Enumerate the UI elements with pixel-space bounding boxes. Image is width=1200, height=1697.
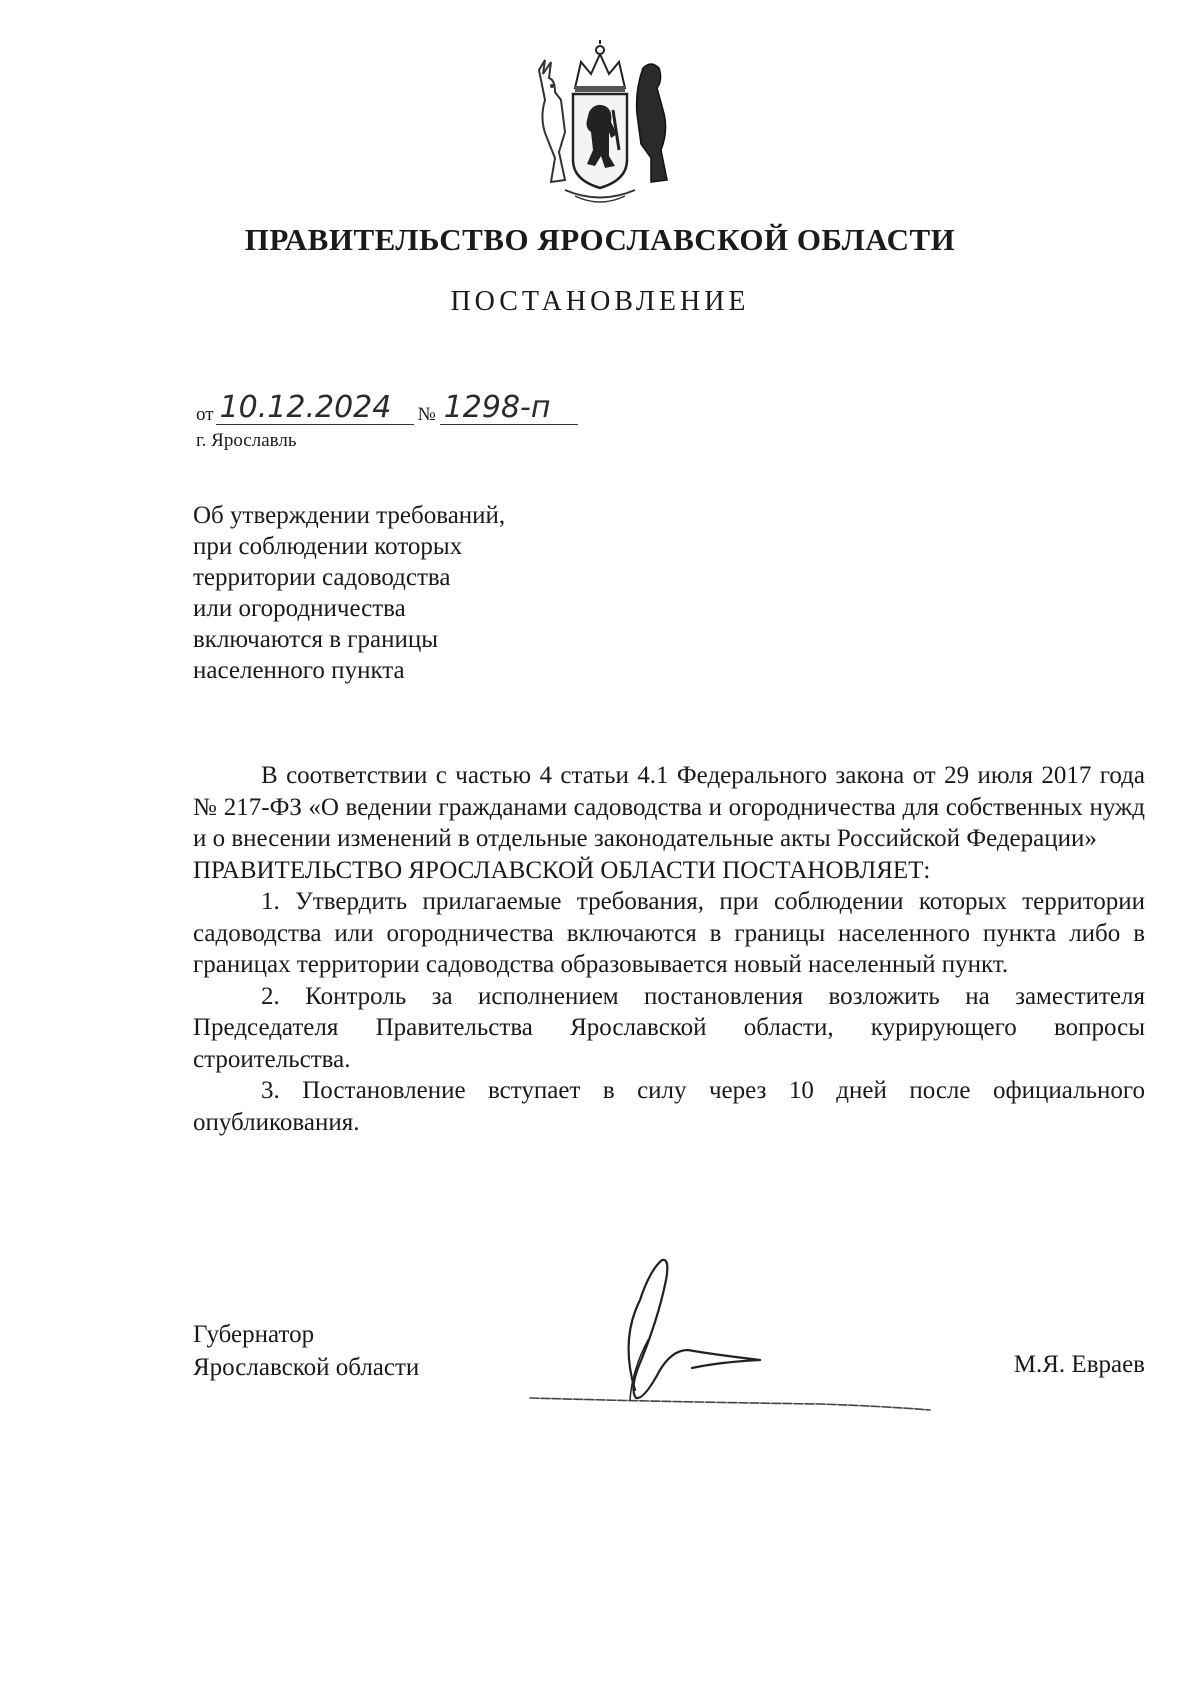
handwritten-date: 10.12.2024 [216,392,414,425]
resolution-item: 3. Постановление вступает в силу через 10 дней после официального опубликования. [193,1077,1145,1136]
city-name: г. Ярославль [196,430,297,451]
coat-of-arms-icon [525,40,675,205]
resolution-item: 1. Утвердить прилагаемые требования, при соблюдении которых территории садоводства или огородничества включаются в границы населенного пункта либо в границах территории садоводства образовывается новый населенный пункт. [193,888,1145,978]
date-label: от [196,404,214,425]
subject-line: Об утверждении требований, [193,502,506,529]
subject-line: при соблюдении которых [193,533,463,560]
subject-line: или огородничества [193,595,406,622]
resolution-item: 2. Контроль за исполнением постановления возложить на заместителя Председателя Правительства Ярославской области, курирующего вопросы строительства. [193,982,1145,1073]
number-label: № [417,404,436,425]
document-subject [193,500,505,686]
document-type: ПОСТАНОВЛЕНИЕ [450,286,750,317]
registration-line [196,392,578,425]
position-line: Губернатор [193,1321,315,1348]
subject-line: включаются в границы [193,626,439,653]
handwritten-signature [520,1250,940,1430]
position-line: Ярославской области [193,1354,420,1381]
government-title: ПРАВИТЕЛЬСТВО ЯРОСЛАВСКОЙ ОБЛАСТИ [244,222,956,257]
subject-line: территории садоводства [193,564,451,591]
signatory-name: М.Я. Евраев [1013,1351,1145,1378]
handwritten-number: 1298-п [440,392,578,425]
signatory-position [193,1318,419,1384]
document-body [193,760,1145,1138]
preamble-paragraph: В соответствии с частью 4 статьи 4.1 Федерального закона от 29 июля 2017 года № 217-ФЗ «О ведении гражданами садоводства и огородничества для собственных нужд и о внесении изменений в отдельные законодательные акты Российской Федерации» [193,762,1145,852]
subject-line: населенного пункта [193,657,405,684]
resolution-statement: ПРАВИТЕЛЬСТВО ЯРОСЛАВСКОЙ ОБЛАСТИ ПОСТАНОВЛЯЕТ: [193,856,931,884]
